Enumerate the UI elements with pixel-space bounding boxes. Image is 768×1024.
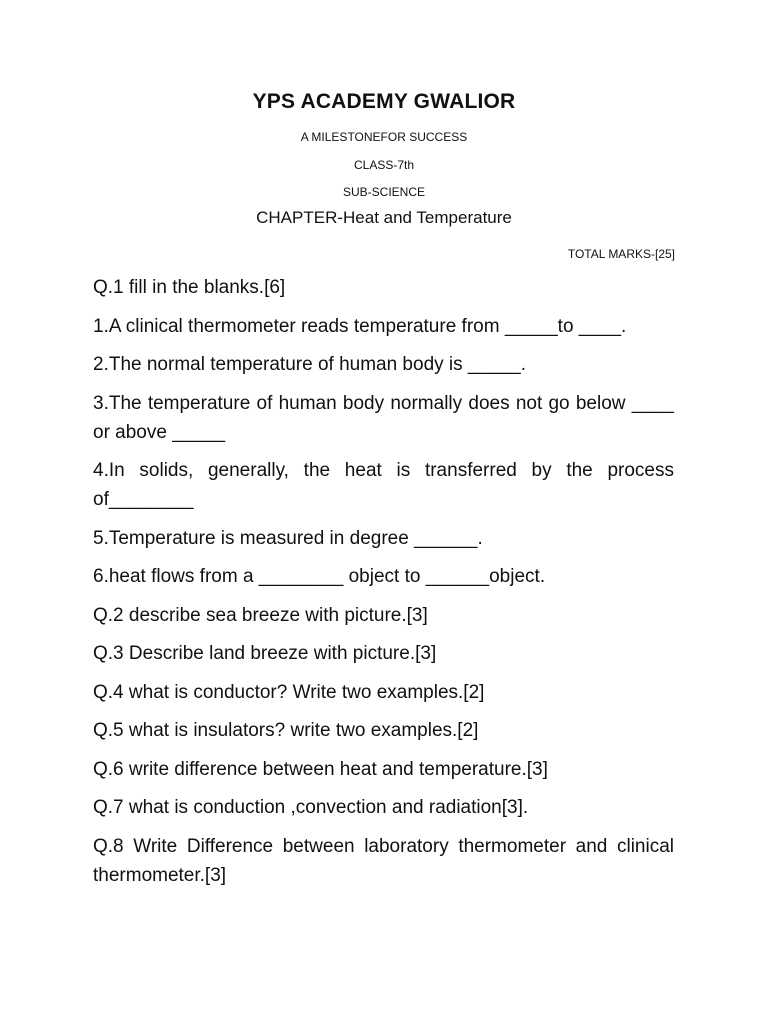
question-1-heading: Q.1 fill in the blanks.[6] bbox=[93, 277, 286, 298]
blank-item-1: 1.A clinical thermometer reads temperature from _____to ____. bbox=[93, 315, 627, 337]
question-5: Q.5 what is insulators? write two examples.[2] bbox=[93, 720, 479, 741]
question-list bbox=[93, 273, 674, 899]
blank-item-4: 4.In solids, generally, the heat is transferred by the process of________ bbox=[93, 460, 674, 510]
question-8: Q.8 Write Difference between laboratory thermometer and clinical thermometer.[3] bbox=[93, 835, 674, 886]
blank-item-3: 3.The temperature of human body normally does not go below ____ or above _____ bbox=[93, 392, 674, 443]
blank-item-2: 2.The normal temperature of human body is _____. bbox=[93, 354, 527, 375]
question-4: Q.4 what is conductor? Write two examples.[2] bbox=[93, 681, 485, 703]
subject-label: SUB-SCIENCE bbox=[342, 185, 425, 199]
class-label: CLASS-7th bbox=[353, 158, 415, 172]
worksheet-header bbox=[0, 88, 768, 245]
school-name: YPS ACADEMY GWALIOR bbox=[252, 90, 516, 113]
question-7: Q.7 what is conduction ,convection and radiation[3]. bbox=[93, 797, 529, 818]
blank-item-6: 6.heat flows from a ________ object to ______object. bbox=[93, 566, 546, 587]
question-6: Q.6 write difference between heat and temperature.[3] bbox=[93, 758, 548, 780]
total-marks: TOTAL MARKS-[25] bbox=[567, 247, 675, 261]
question-2: Q.2 describe sea breeze with picture.[3] bbox=[93, 604, 428, 626]
question-3: Q.3 Describe land breeze with picture.[3] bbox=[93, 643, 437, 664]
chapter-title: CHAPTER-Heat and Temperature bbox=[256, 208, 512, 227]
tagline: A MILESTONEFOR SUCCESS bbox=[300, 130, 468, 144]
blank-item-5: 5.Temperature is measured in degree ______. bbox=[93, 527, 483, 549]
